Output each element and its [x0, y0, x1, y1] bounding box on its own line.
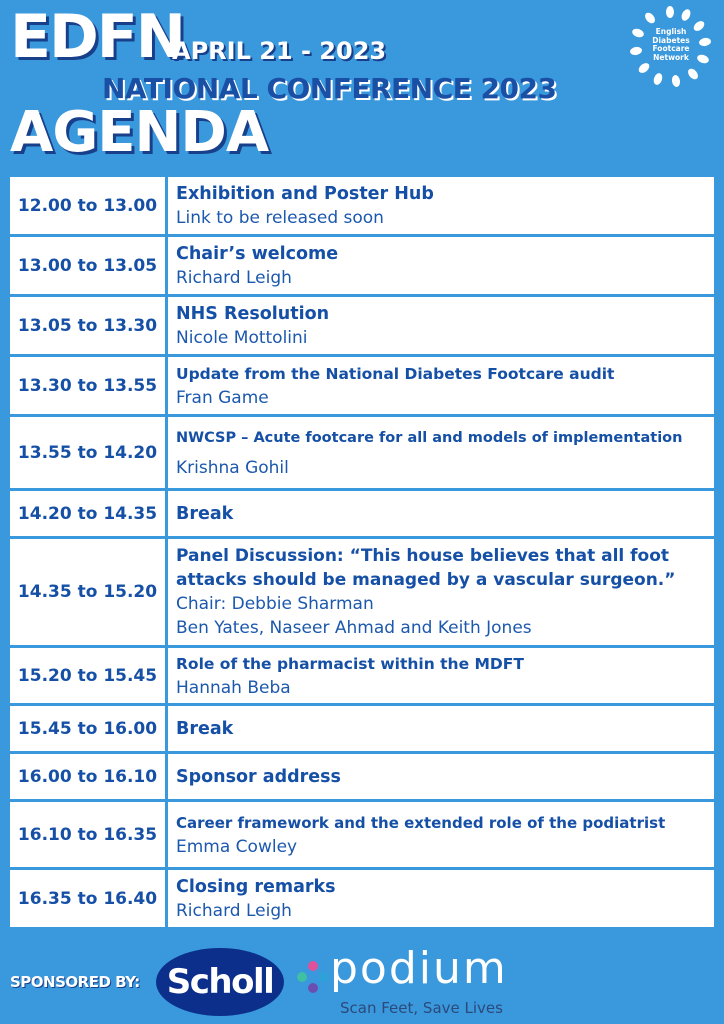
logo-text: English Diabetes Footcare Network	[652, 27, 690, 62]
session-detail: Link to be released soon	[176, 207, 384, 228]
agenda-heading: AGENDA	[10, 100, 269, 165]
session-detail: Richard Leigh	[176, 900, 292, 921]
podium-logo: podium	[330, 943, 508, 994]
agenda-time: 12.00 to 13.00	[10, 177, 165, 234]
agenda-session	[168, 297, 714, 354]
agenda-time: 15.20 to 15.45	[10, 648, 165, 703]
agenda-time: 15.45 to 16.00	[10, 706, 165, 751]
agenda-row	[10, 802, 714, 867]
brand-title: EDFN	[10, 2, 184, 72]
session-title: Break	[176, 503, 234, 524]
podium-tagline: Scan Feet, Save Lives	[340, 999, 503, 1017]
agenda-session	[168, 237, 714, 294]
agenda-row	[10, 706, 714, 751]
session-title: Chair’s welcome	[176, 243, 339, 264]
agenda-row	[10, 754, 714, 799]
agenda-session	[168, 357, 714, 414]
sponsored-by-label: SPONSORED BY:	[10, 973, 140, 991]
podium-dots-icon	[296, 960, 330, 994]
session-title: Update from the National Diabetes Footcare audit	[176, 364, 615, 383]
agenda-session	[168, 870, 714, 927]
session-detail: Ben Yates, Naseer Ahmad and Keith Jones	[176, 618, 532, 638]
conference-title: NATIONAL CONFERENCE 2023	[102, 72, 557, 105]
session-detail: Krishna Gohil	[176, 457, 289, 478]
session-title: Closing remarks	[176, 876, 336, 897]
session-detail: Richard Leigh	[176, 267, 292, 288]
session-title: Panel Discussion: “This house believes that all foot attacks should be managed by a vascular surgeon.”	[176, 546, 676, 590]
agenda-time: 16.10 to 16.35	[10, 802, 165, 867]
agenda-row	[10, 417, 714, 488]
agenda-time: 16.00 to 16.10	[10, 754, 165, 799]
session-detail: Fran Game	[176, 387, 269, 408]
session-title: NWCSP – Acute footcare for all and models of implementation	[176, 429, 683, 446]
scholl-logo: Scholl	[156, 948, 284, 1016]
agenda-time: 13.00 to 13.05	[10, 237, 165, 294]
edfn-logo	[628, 4, 712, 88]
agenda-row	[10, 357, 714, 414]
session-detail: Hannah Beba	[176, 677, 291, 698]
session-title: NHS Resolution	[176, 303, 330, 324]
agenda-time: 13.55 to 14.20	[10, 417, 165, 488]
agenda-session	[168, 417, 714, 488]
agenda-row	[10, 177, 714, 234]
session-detail: Emma Cowley	[176, 836, 298, 857]
agenda-time: 14.35 to 15.20	[10, 539, 165, 645]
agenda-table	[10, 177, 714, 930]
agenda-time: 13.05 to 13.30	[10, 297, 165, 354]
agenda-session	[168, 491, 714, 536]
session-title: Role of the pharmacist within the MDFT	[176, 654, 524, 673]
agenda-row	[10, 297, 714, 354]
session-detail: Chair: Debbie Sharman	[176, 594, 374, 614]
agenda-session	[168, 802, 714, 867]
agenda-session	[168, 539, 714, 645]
event-date: APRIL 21 - 2023	[172, 37, 387, 65]
agenda-session	[168, 706, 714, 751]
agenda-session	[168, 754, 714, 799]
agenda-row	[10, 648, 714, 703]
agenda-row	[10, 870, 714, 927]
agenda-time: 13.30 to 13.55	[10, 357, 165, 414]
session-title: Career framework and the extended role of the podiatrist	[176, 813, 666, 832]
session-title: Exhibition and Poster Hub	[176, 183, 434, 204]
session-title: Sponsor address	[176, 766, 341, 787]
agenda-row	[10, 539, 714, 645]
agenda-session	[168, 177, 714, 234]
session-title: Break	[176, 718, 234, 739]
agenda-row	[10, 491, 714, 536]
agenda-time: 14.20 to 14.35	[10, 491, 165, 536]
agenda-time: 16.35 to 16.40	[10, 870, 165, 927]
agenda-session	[168, 648, 714, 703]
session-detail: Nicole Mottolini	[176, 327, 308, 348]
agenda-row	[10, 237, 714, 294]
